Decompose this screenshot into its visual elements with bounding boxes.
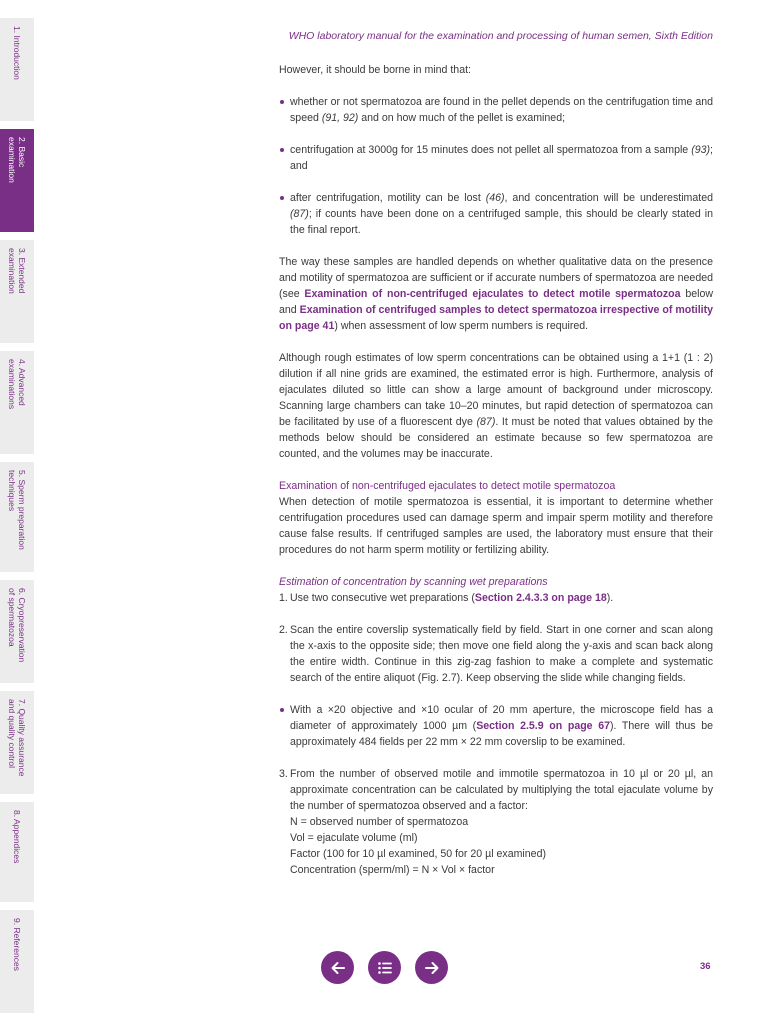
- chapter-sidebar: [0, 0, 34, 1024]
- tab-basic-examination[interactable]: [0, 129, 34, 232]
- tab-label: 6. Cryopreservation of spermatozoa: [7, 588, 27, 663]
- tab-advanced-examinations[interactable]: [0, 351, 34, 454]
- intro-paragraph: However, it should be borne in mind that:: [279, 64, 471, 76]
- formula-line: Vol = ejaculate volume (ml): [290, 832, 418, 844]
- tab-quality-assurance[interactable]: [0, 691, 34, 794]
- step-3: 3. From the number of observed motile and immotile spermatozoa in 10 µl or 20 µl, an approximate concentration can be calculated by multiplying the total ejaculate volume by the number of spermatozoa observed and a factor: N = observed number of spermatozoa Vol = ejaculate volume (ml) Factor (100 for 10 µl examined, 50 for 20 µl examined) Concentration (sperm/ml) = N × Vol × factor: [279, 768, 713, 876]
- tab-introduction[interactable]: [0, 18, 34, 121]
- tab-sperm-preparation[interactable]: [0, 462, 34, 572]
- tab-cryopreservation[interactable]: [0, 580, 34, 683]
- previous-page-button[interactable]: [321, 951, 354, 984]
- list-item: whether or not spermatozoa are found in the pellet depends on the centrifugation time and speed (91, 92) and on how much of the pellet is examined;: [279, 94, 713, 126]
- page-navigation: [321, 951, 448, 984]
- link-non-centrifuged[interactable]: Examination of non-centrifuged ejaculates to detect motile spermatozoa: [304, 288, 681, 300]
- tab-label: 3. Extended examination: [7, 248, 27, 294]
- running-header: WHO laboratory manual for the examination and processing of human semen, Sixth Edition: [288, 30, 713, 42]
- link-section-2-5-9[interactable]: Section 2.5.9 on page 67: [476, 720, 610, 732]
- sub-heading: Estimation of concentration by scanning wet preparations: [279, 576, 548, 588]
- next-page-button[interactable]: [415, 951, 448, 984]
- tab-label: 7. Quality assurance and quality control: [7, 699, 27, 777]
- tab-label: 1. Introduction: [12, 26, 22, 80]
- list-icon: [377, 960, 393, 976]
- step-1: 1. Use two consecutive wet preparations (Section 2.4.3.3 on page 18).: [279, 592, 614, 604]
- list-item: after centrifugation, motility can be lost (46), and concentration will be underestimated (87); if counts have been done on a centrifuged sample, this should be clearly stated in the final report.: [279, 190, 713, 238]
- link-section-2-4-3-3[interactable]: Section 2.4.3.3 on page 18: [474, 592, 607, 604]
- citation[interactable]: (87): [290, 208, 309, 220]
- tab-label: 4. Advanced examinations: [7, 359, 27, 410]
- contents-button[interactable]: [368, 951, 401, 984]
- citation[interactable]: (91, 92): [321, 112, 359, 124]
- citation[interactable]: (93): [691, 144, 711, 156]
- link-centrifuged[interactable]: Examination of centrifuged samples to detect spermatozoa irrespective of motility on page 41: [279, 304, 713, 332]
- formula-line: N = observed number of spermatozoa: [290, 816, 469, 828]
- list-item: With a ×20 objective and ×10 ocular of 20 mm aperture, the microscope field has a diameter of approximately 1000 µm (Section 2.5.9 on page 67). There will thus be approximately 484 fields per 22 mm × 22 mm coverslip to be examined.: [279, 702, 713, 750]
- estimates-paragraph: Although rough estimates of low sperm concentrations can be obtained using a 1+1 (1 : 2) dilution if all nine grids are examined, the estimated error is high. Furthermore, analysis of ejaculates diluted so little can show a large amount of background under microscopy. Scanning large chambers can take 10–20 minutes, but rapid detection of spermatozoa can be facilitated by use of a fluorescent dye (87). It must be noted that values obtained by the methods below should be considered an estimate because so few spermatozoa are counted, and the volumes may be inaccurate.: [279, 352, 713, 460]
- tab-label: 9. References: [12, 918, 22, 971]
- tab-label: 5. Sperm preparation techniques: [7, 470, 27, 550]
- tab-extended-examination[interactable]: [0, 240, 34, 343]
- citation[interactable]: (46): [485, 192, 505, 204]
- tab-label: 2. Basic examination: [7, 137, 27, 183]
- page-number: 36: [700, 961, 711, 972]
- handling-paragraph: The way these samples are handled depends on whether qualitative data on the presence and motility of spermatozoa are sufficient or if accurate numbers of spermatozoa are needed (see Examination of non-centrifuged ejaculates to detect motile spermatozoa below and Examination of centrifuged samples to detect spermatozoa irrespective of motility on page 41) when assessment of low sperm numbers is required.: [279, 256, 713, 332]
- motility-paragraph: When detection of motile spermatozoa is essential, it is important to determine whether centrifugation procedures used can damage sperm and impair sperm motility and therefore cause false results. If centrifuged samples are used, the laboratory must ensure that their procedures do not harm sperm motility or fertilizing ability.: [279, 496, 713, 556]
- section-heading: Examination of non-centrifuged ejaculates to detect motile spermatozoa: [279, 480, 616, 492]
- arrow-right-icon: [424, 960, 440, 976]
- page-content: [279, 62, 713, 878]
- list-item: centrifugation at 3000g for 15 minutes does not pellet all spermatozoa from a sample (93); and: [279, 142, 713, 174]
- step-2: 2. Scan the entire coverslip systematically field by field. Start in one corner and scan along the x-axis to the opposite side; then move one field along the y-axis and scan back along the entire width. Continue in this zig-zag fashion to make a complete and systematic search of the entire aliquot (Fig. 2.7). Keep observing the slide while changing fields.: [279, 624, 713, 684]
- tab-references[interactable]: [0, 910, 34, 1013]
- arrow-left-icon: [330, 960, 346, 976]
- formula-line: Concentration (sperm/ml) = N × Vol × factor: [290, 864, 495, 876]
- tab-appendices[interactable]: [0, 802, 34, 902]
- formula-line: Factor (100 for 10 µl examined, 50 for 20 µl examined): [290, 848, 546, 860]
- tab-label: 8. Appendices: [12, 810, 22, 864]
- citation[interactable]: (87): [476, 416, 496, 428]
